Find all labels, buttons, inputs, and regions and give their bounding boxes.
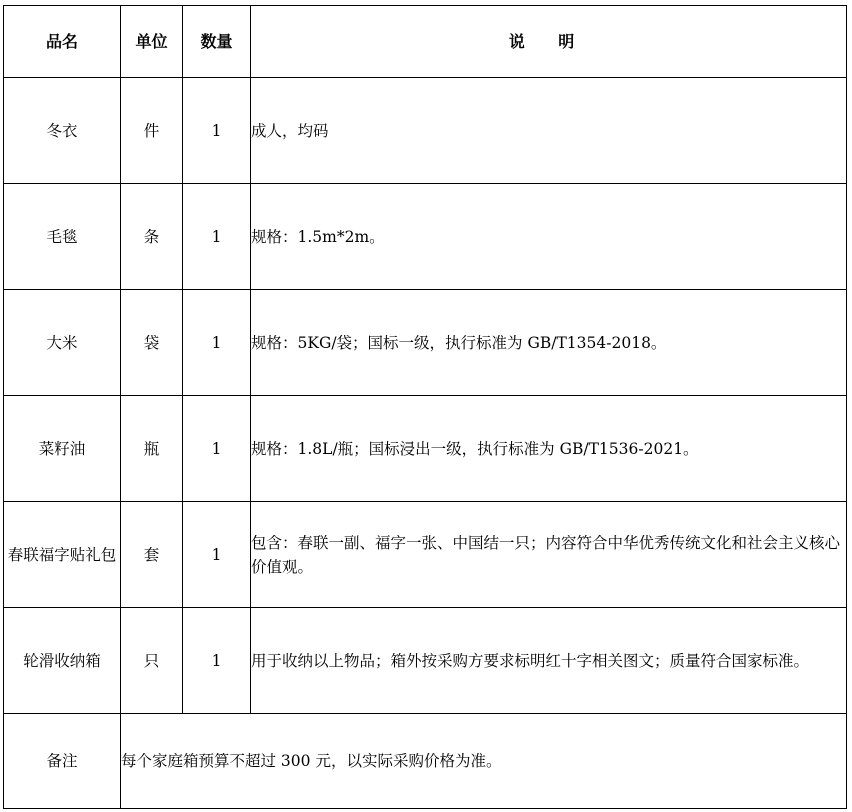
- item-unit: 瓶: [121, 396, 183, 502]
- item-desc: 用于收纳以上物品；箱外按采购方要求标明红十字相关图文；质量符合国家标准。: [251, 608, 847, 714]
- item-desc: 规格：1.8L/瓶；国标浸出一级，执行标准为 GB/T1536-2021。: [251, 396, 847, 502]
- goods-spec-table: [3, 5, 847, 809]
- table-row: [4, 78, 847, 184]
- item-qty: 1: [183, 290, 251, 396]
- table-row: [4, 184, 847, 290]
- item-qty: 1: [183, 502, 251, 608]
- item-qty: 1: [183, 608, 251, 714]
- item-unit: 套: [121, 502, 183, 608]
- item-unit: 只: [121, 608, 183, 714]
- item-desc: 规格：1.5m*2m。: [251, 184, 847, 290]
- item-name: 轮滑收纳箱: [4, 608, 121, 714]
- header-name: 品名: [4, 6, 121, 78]
- header-unit: 单位: [121, 6, 183, 78]
- item-name: 春联福字贴礼包: [4, 502, 121, 608]
- item-qty: 1: [183, 396, 251, 502]
- table-row: [4, 608, 847, 714]
- header-row: [4, 6, 847, 78]
- remark-row: [4, 714, 847, 809]
- item-name: 大米: [4, 290, 121, 396]
- header-qty: 数量: [183, 6, 251, 78]
- item-unit: 件: [121, 78, 183, 184]
- item-desc: 成人，均码: [251, 78, 847, 184]
- item-qty: 1: [183, 78, 251, 184]
- remark-label: 备注: [4, 714, 121, 809]
- table-row: [4, 502, 847, 608]
- table-row: [4, 396, 847, 502]
- item-name: 毛毯: [4, 184, 121, 290]
- item-desc: 包含：春联一副、福字一张、中国结一只；内容符合中华优秀传统文化和社会主义核心价值观。: [251, 502, 847, 608]
- item-name: 冬衣: [4, 78, 121, 184]
- item-unit: 袋: [121, 290, 183, 396]
- item-qty: 1: [183, 184, 251, 290]
- item-desc: 规格：5KG/袋；国标一级，执行标准为 GB/T1354-2018。: [251, 290, 847, 396]
- remark-text: 每个家庭箱预算不超过 300 元，以实际采购价格为准。: [121, 714, 847, 809]
- item-unit: 条: [121, 184, 183, 290]
- item-name: 菜籽油: [4, 396, 121, 502]
- header-desc: 说 明: [251, 6, 847, 78]
- table-row: [4, 290, 847, 396]
